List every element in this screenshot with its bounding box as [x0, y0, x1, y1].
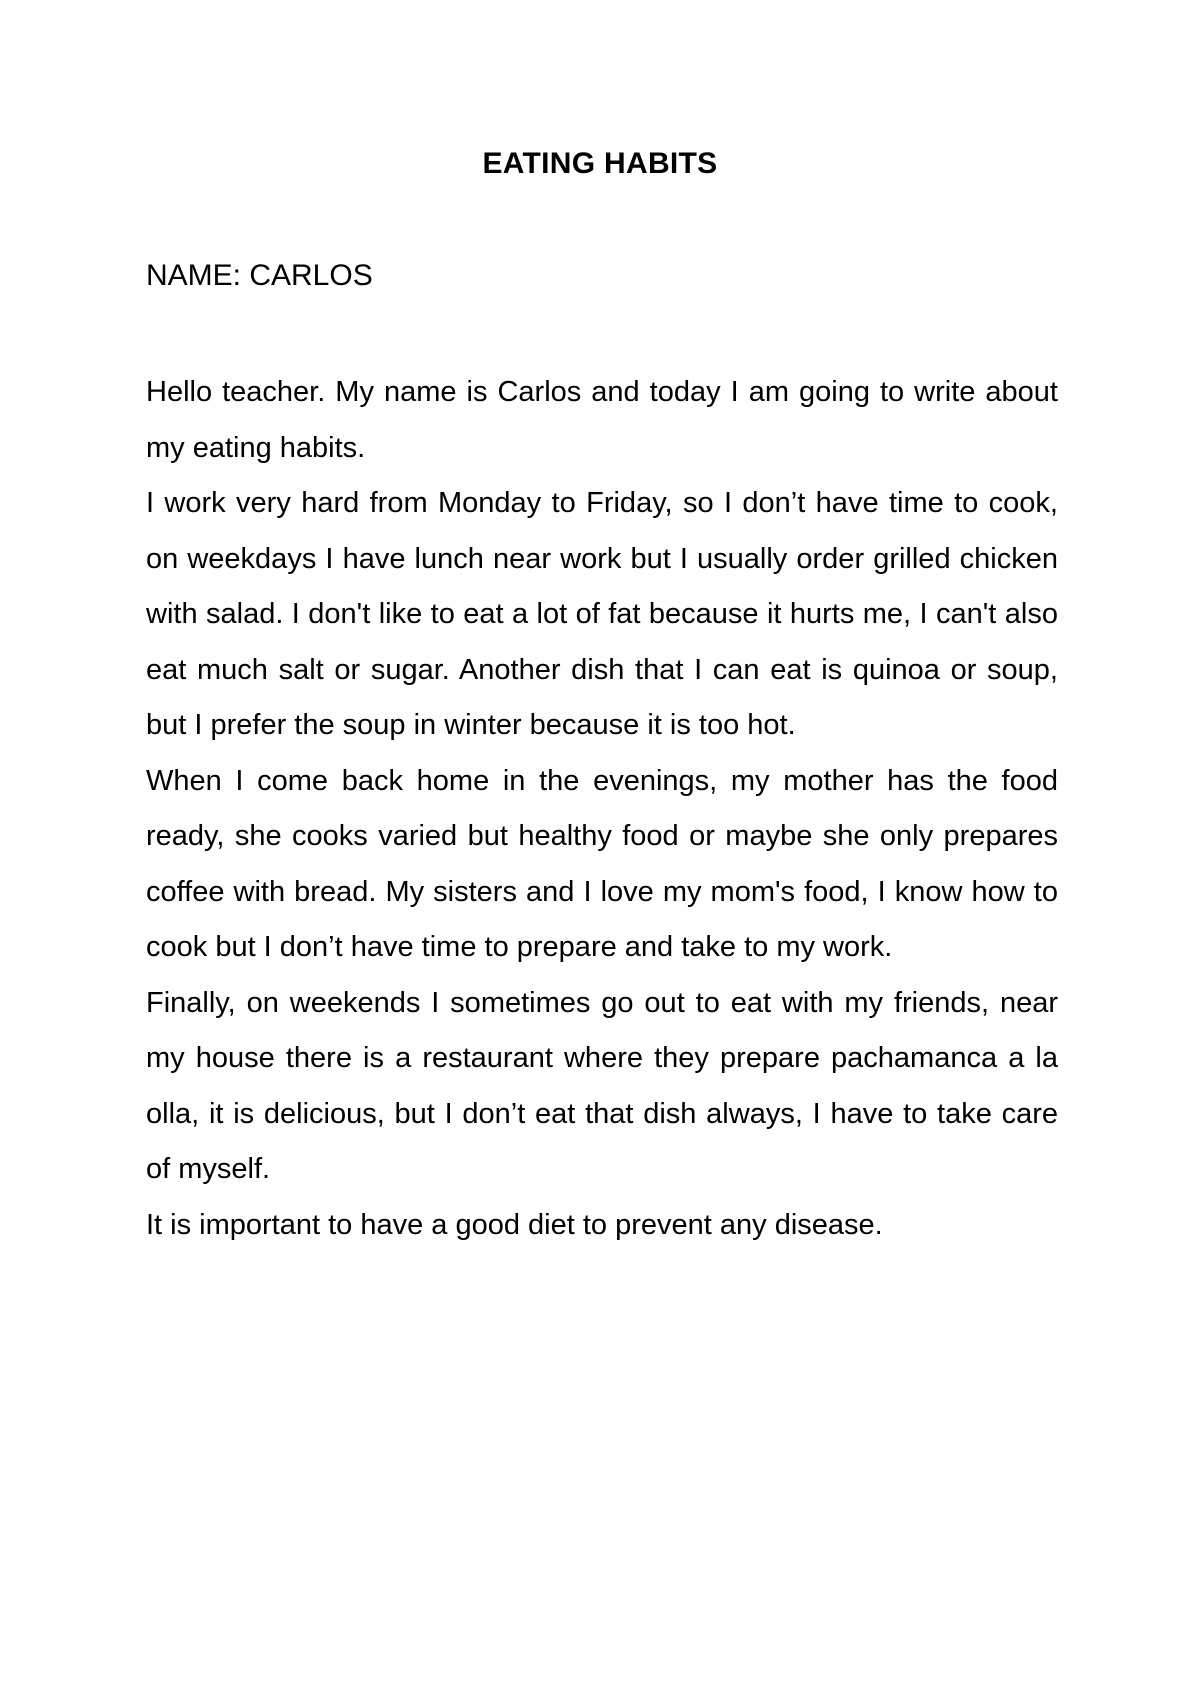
- document-title: EATING HABITS: [482, 147, 718, 180]
- paragraph-intro: Hello teacher. My name is Carlos and today I am going to write about my eating habits.: [146, 376, 1058, 464]
- paragraph-conclusion: It is important to have a good diet to prevent any disease.: [146, 1208, 883, 1241]
- paragraph-weekdays: I work very hard from Monday to Friday, so I don’t have time to cook, on weekdays I have lunch near work but I usually order grilled chicken with salad. I don't like to eat a lot of fat because it hurts me, I can't also eat much salt or sugar. Another dish that I can eat is quinoa or soup, but I prefer the soup in winter because it is too hot.: [146, 487, 1058, 741]
- paragraph-weekends: Finally, on weekends I sometimes go out to eat with my friends, near my house there is a restaurant where they prepare pachamanca a la olla, it is delicious, but I don’t eat that dish always, I have to take care of myself.: [146, 986, 1058, 1185]
- essay-body: [146, 365, 1058, 1253]
- student-name-line: NAME: CARLOS: [146, 259, 373, 292]
- paragraph-evenings: When I come back home in the evenings, my mother has the food ready, she cooks varied but healthy food or maybe she only prepares coffee with bread. My sisters and I love my mom's food, I know how to cook but I don’t have time to prepare and take to my work.: [146, 764, 1058, 963]
